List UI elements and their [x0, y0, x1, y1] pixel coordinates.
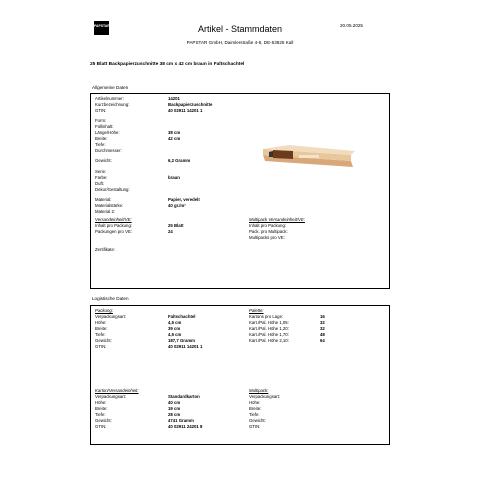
gtin-value: 40 02911 14201 1: [168, 108, 203, 113]
k-gewicht-label: Gewicht:: [95, 418, 112, 423]
l-tiefe-value: 4,5 cm: [168, 332, 182, 337]
verpackungsart-value: Faltschachtel: [168, 314, 196, 319]
durchmesser-label: Durchmesser:: [95, 148, 122, 153]
mp-pack-label: Pack. pro Multipack:: [249, 229, 288, 234]
inhalt-value: 25 Blatt: [168, 223, 184, 228]
duft-label: Duft:: [95, 181, 105, 186]
gewicht-value: 6,2 Gramm: [168, 158, 191, 163]
logo-text: PAPSTAR: [94, 24, 110, 28]
farbe-value: braun: [168, 175, 180, 180]
k-verpackungsart-label: Verpackungsart:: [95, 394, 127, 399]
packungen-ve-value: 24: [168, 229, 173, 234]
logistics-data-box: [90, 305, 390, 445]
k-verpackungsart-value: Standardkarton: [168, 394, 200, 399]
materialstaerke-label: Materialstärke:: [95, 203, 124, 208]
m-verpackungsart-label: Verpackungsart:: [249, 394, 281, 399]
document-date: 20.05.2025: [340, 23, 363, 28]
k-hoehe-label: Höhe:: [95, 400, 107, 405]
kurzbezeichnung-label: Kurzbezeichnung:: [95, 102, 130, 107]
l-gtin-label: GTIN:: [95, 344, 107, 349]
l-tiefe-label: Tiefe:: [95, 332, 106, 337]
breite-label: Breite:: [95, 136, 108, 141]
hoehe-value: 4,5 cm: [168, 320, 182, 325]
page-title: Artikel - Stammdaten: [197, 24, 283, 34]
packung-heading: Packung:: [95, 308, 113, 313]
k-gewicht-value: 4741 Gramm: [168, 418, 194, 423]
farbe-label: Farbe:: [95, 175, 108, 180]
palette-heading: Palette:: [249, 308, 264, 313]
product-title: 25 Blatt Backpapierzuschnitte 38 cm x 42 cm braun in Faltschachtel: [90, 62, 245, 67]
pal-120-label: Kart./Pal. Höhe 1,20:: [249, 326, 289, 331]
k-breite-label: Breite:: [95, 406, 108, 411]
general-data-box: [90, 93, 390, 289]
dekor-label: Dekor/Gestaltung:: [95, 187, 130, 192]
k-tiefe-label: Tiefe:: [95, 412, 106, 417]
materialstaerke-value: 40 gr./m²: [168, 203, 186, 208]
k-tiefe-value: 28 cm: [168, 412, 181, 417]
zertifikate-label: Zertifikate:: [95, 247, 116, 252]
m-gtin-label: GTIN:: [249, 424, 261, 429]
kartons-lage-value: 16: [320, 314, 325, 319]
verpackungsart-label: Verpackungsart:: [95, 314, 127, 319]
l-breite-label: Breite:: [95, 326, 108, 331]
artikelnummer-value: 14201: [168, 96, 180, 101]
kartons-lage-label: Kartons pro Lage:: [249, 314, 284, 319]
laenge-label: Länge/Höhe:: [95, 130, 120, 135]
l-gewicht-value: 187,7 Gramm: [168, 338, 195, 343]
logistics-section-label: Logistische Daten: [92, 296, 129, 301]
form-label: Form:: [95, 118, 107, 123]
multipack-heading: Multipack:: [249, 388, 269, 393]
pal-210-label: Kart./Pal. Höhe 2,10:: [249, 338, 289, 343]
fuellinhalt-label: Füllinhalt:: [95, 124, 114, 129]
gtin-label: GTIN:: [95, 108, 107, 113]
k-breite-value: 19 cm: [168, 406, 181, 411]
pal-120-value: 32: [320, 326, 325, 331]
k-gtin-label: GTIN:: [95, 424, 107, 429]
l-breite-value: 39 cm: [168, 326, 181, 331]
material-value: Papier, veredelt: [168, 197, 200, 202]
pal-105-label: Kart./Pal. Höhe 1,05:: [249, 320, 289, 325]
m-tiefe-label: Tiefe:: [249, 412, 260, 417]
pal-210-value: 64: [320, 338, 325, 343]
k-gtin-value: 40 02911 24201 8: [168, 424, 203, 429]
inhalt-label: Inhalt pro Packung:: [95, 223, 133, 228]
karton-heading: Karton/Versandeinheit:: [95, 388, 139, 393]
serie-label: Serie:: [95, 169, 107, 174]
m-gewicht-label: Gewicht:: [249, 418, 266, 423]
gewicht-label: Gewicht:: [95, 158, 112, 163]
m-hoehe-label: Höhe:: [249, 400, 261, 405]
pal-170-value: 48: [320, 332, 325, 337]
l-gewicht-label: Gewicht:: [95, 338, 112, 343]
pal-170-label: Kart./Pal. Höhe 1,70:: [249, 332, 289, 337]
m-breite-label: Breite:: [249, 406, 262, 411]
material2-label: Material 2:: [95, 209, 116, 214]
company-address: PAPSTAR GmbH, Daimlerstraße 4-8, DE-53925 Kall: [186, 40, 294, 45]
artikelnummer-label: Artikelnummer:: [95, 96, 124, 101]
laenge-value: 38 cm: [168, 130, 181, 135]
versandeinheit-heading: Versandeinheit/VE:: [95, 217, 132, 222]
l-gtin-value: 40 02911 14201 1: [168, 344, 203, 349]
hoehe-label: Höhe:: [95, 320, 107, 325]
kurzbezeichnung-value: Backpapierzuschnitte: [168, 102, 213, 107]
mp-inhalt-label: Inhalt pro Packung:: [249, 223, 287, 228]
general-section-label: Allgemeine Daten: [92, 85, 129, 90]
packungen-ve-label: Packungen pro VE:: [95, 229, 133, 234]
multipack-ve-heading: Multipack Versandeinheit/VE:: [249, 217, 305, 222]
k-hoehe-value: 40 cm: [168, 400, 181, 405]
material-label: Material:: [95, 197, 112, 202]
product-image: [259, 143, 359, 171]
breite-value: 42 cm: [168, 136, 181, 141]
pal-105-value: 32: [320, 320, 325, 325]
mp-ve-label: Multipacks pro VE:: [249, 235, 285, 240]
tiefe-label: Tiefe:: [95, 142, 106, 147]
